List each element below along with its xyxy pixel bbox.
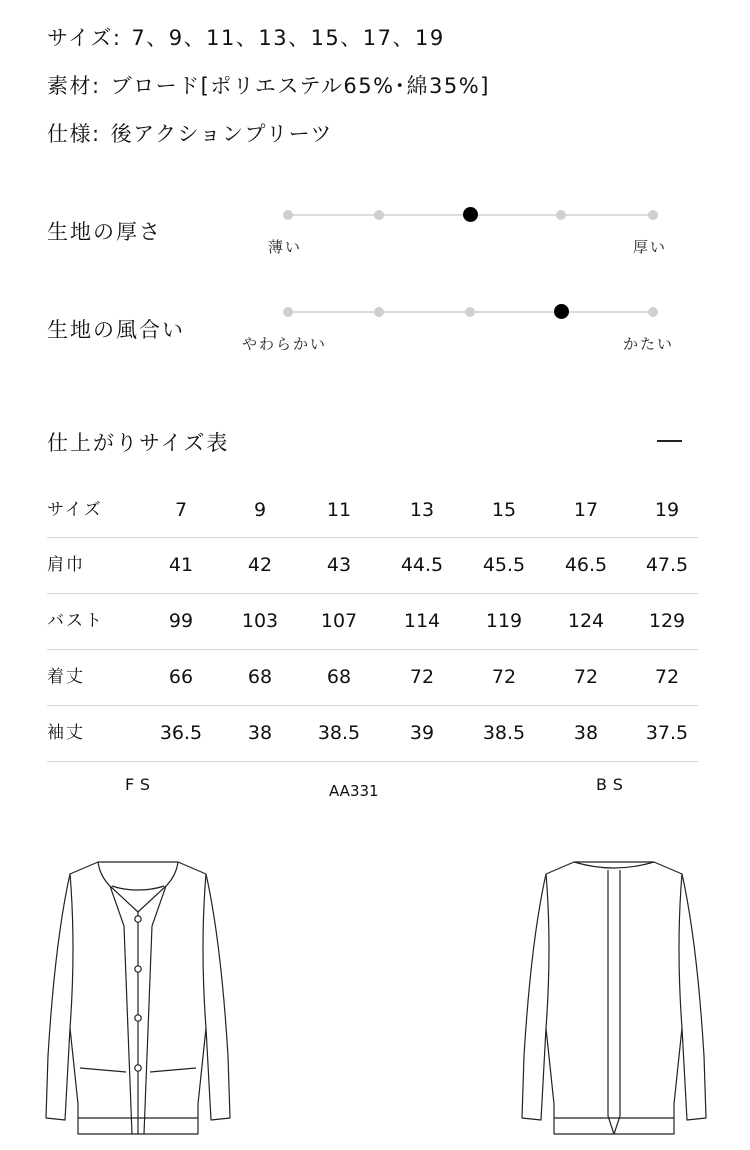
back-body-outline (522, 862, 706, 1134)
table-row (47, 538, 698, 594)
table-cell: 68 (247, 666, 273, 688)
spec-size-label: サイズ: (47, 26, 122, 50)
scale-dot (283, 210, 293, 220)
table-cell: 66 (168, 666, 194, 688)
thickness-scale (240, 200, 710, 280)
scale-dot (374, 210, 384, 220)
scale-dot-selected (463, 207, 478, 222)
table-cell: 43 (326, 554, 352, 576)
table-cell: 119 (485, 610, 523, 632)
table-cell: 42 (247, 554, 273, 576)
header-cell: 7 (174, 499, 188, 521)
table-cell: 124 (567, 610, 605, 632)
table-cell: 72 (654, 666, 680, 688)
table-cell: 107 (320, 610, 358, 632)
table-cell: 72 (491, 666, 517, 688)
texture-scale (240, 297, 710, 377)
spec-size (47, 22, 445, 52)
table-cell: 41 (168, 554, 194, 576)
header-cell: 19 (654, 499, 680, 521)
button-icon (135, 966, 141, 972)
row-label: 着丈 (47, 667, 85, 687)
table-cell: 39 (409, 722, 435, 744)
table-cell: 129 (648, 610, 686, 632)
spec-feature (47, 118, 333, 148)
front-garment-illustration (38, 846, 238, 1136)
table-cell: 44.5 (400, 554, 444, 576)
scale-dot (648, 307, 658, 317)
row-label: 肩巾 (47, 555, 85, 575)
header-cell: 13 (409, 499, 435, 521)
table-cell: 38.5 (482, 722, 526, 744)
header-cell: 15 (491, 499, 517, 521)
thickness-title: 生地の厚さ (47, 220, 162, 244)
table-cell: 114 (403, 610, 441, 632)
row-label: バスト (47, 611, 104, 631)
table-cell: 72 (409, 666, 435, 688)
front-view-label: FS (125, 775, 157, 794)
spec-material (47, 70, 490, 100)
header-cell: 17 (573, 499, 599, 521)
table-cell: 103 (241, 610, 279, 632)
scale-dot (374, 307, 384, 317)
back-view-label: BS (596, 775, 629, 794)
spec-feature-label: 仕様: (47, 122, 101, 146)
table-cell: 68 (326, 666, 352, 688)
texture-title: 生地の風合い (47, 318, 185, 342)
scale-dot (283, 307, 293, 317)
table-row (47, 650, 698, 706)
table-cell: 37.5 (645, 722, 689, 744)
table-row (47, 706, 698, 762)
table-cell: 99 (168, 610, 194, 632)
table-header-row (47, 484, 698, 538)
scale-right-label: かたい (623, 335, 675, 353)
header-label: サイズ (47, 500, 103, 520)
table-cell: 46.5 (564, 554, 608, 576)
back-garment-illustration (512, 846, 717, 1136)
scale-dot (648, 210, 658, 220)
table-cell: 38 (247, 722, 273, 744)
button-icon (135, 1065, 141, 1071)
header-cell: 9 (253, 499, 267, 521)
scale-dot-selected (554, 304, 569, 319)
size-table (47, 484, 698, 762)
table-cell: 72 (573, 666, 599, 688)
row-label: 袖丈 (47, 723, 85, 743)
header-cell: 11 (326, 499, 352, 521)
table-cell: 47.5 (645, 554, 689, 576)
scale-left-label: 薄い (268, 238, 303, 256)
button-icon (135, 1015, 141, 1021)
scale-right-label: 厚い (633, 238, 668, 256)
table-cell: 45.5 (482, 554, 526, 576)
table-cell: 38 (573, 722, 599, 744)
button-icon (135, 916, 141, 922)
size-chart-title: 仕上がりサイズ表 (47, 431, 230, 455)
spec-material-value: ブロード[ポリエステル65%･綿35%] (110, 74, 490, 98)
table-cell: 38.5 (317, 722, 361, 744)
spec-size-value: 7、9、11、13、15、17、19 (131, 26, 445, 50)
collapse-icon[interactable] (657, 440, 682, 442)
spec-material-label: 素材: (47, 74, 101, 98)
model-number: AA331 (329, 782, 379, 800)
scale-dot (556, 210, 566, 220)
scale-left-label: やわらかい (242, 335, 328, 353)
table-row (47, 594, 698, 650)
spec-feature-value: 後アクションプリーツ (110, 122, 333, 146)
scale-dot (465, 307, 475, 317)
table-cell: 36.5 (159, 722, 203, 744)
